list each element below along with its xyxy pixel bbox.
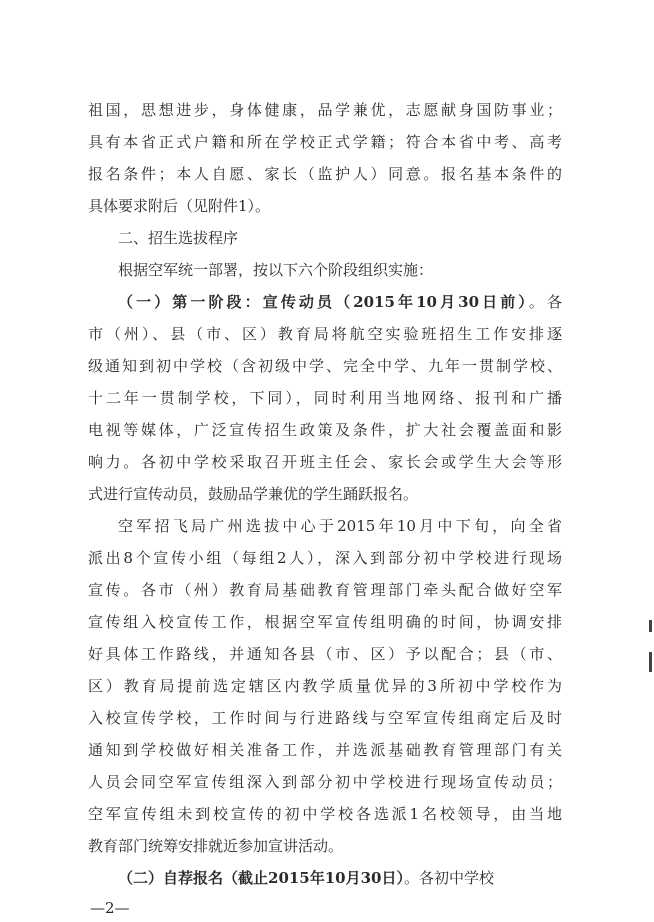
paragraph-line: 市（州）、县（市、区）教育局将航空实验班招生工作安排逐 xyxy=(88,325,562,343)
paragraph-line: 人员会同空军宣传组深入到部分初中学校进行现场宣传动员； xyxy=(88,773,562,791)
stage1-first-line xyxy=(118,292,562,312)
intro-paragraph: 根据空军统一部署，按以下六个阶段组织实施： xyxy=(118,261,434,279)
paragraph-line: 十二年一贯制学校，下同），同时利用当地网络、报刊和广播 xyxy=(88,389,562,407)
scan-edge-mark xyxy=(649,652,652,672)
paragraph-line: 具有本省正式户籍和所在学校正式学籍；符合本省中考、高考 xyxy=(88,133,562,151)
paragraph-line: 教育部门统筹安排就近参加宣讲活动。 xyxy=(88,837,344,855)
paragraph-line: 电视等媒体，广泛宣传招生政策及条件，扩大社会覆盖面和影 xyxy=(88,421,562,439)
paragraph-line: 区）教育局提前选定辖区内教学质量优异的3所初中学校作为 xyxy=(88,677,562,695)
stage2-title-tail: 。各初中学校 xyxy=(404,869,495,887)
paragraph-line: 级通知到初中学校（含初级中学、完全中学、九年一贯制学校、 xyxy=(88,357,562,375)
paragraph-line: 祖国，思想进步，身体健康，品学兼优，志愿献身国防事业； xyxy=(88,101,562,119)
paragraph-line: 通知到学校做好相关准备工作，并选派基础教育管理部门有关 xyxy=(88,741,562,759)
section-heading: 二、招生选拔程序 xyxy=(118,229,239,247)
paragraph-line: 好具体工作路线，并通知各县（市、区）予以配合；县（市、 xyxy=(88,645,562,663)
paragraph-line: 宣传。各市（州）教育局基础教育管理部门牵头配合做好空军 xyxy=(88,581,562,599)
paragraph-line: 入校宣传学校，工作时间与行进路线与空军宣传组商定后及时 xyxy=(88,709,562,727)
paragraph-line: 派出8个宣传小组（每组2人），深入到部分初中学校进行现场 xyxy=(88,549,562,567)
page-number: —2— xyxy=(90,899,130,917)
stage1-title-tail: 。各 xyxy=(528,293,562,311)
stage2-line xyxy=(118,868,562,888)
stage2-title: （二）自荐报名（截止2015年10月30日） xyxy=(118,869,404,887)
stage1-title: （一）第一阶段：宣传动员（2015年10月30日前） xyxy=(118,293,529,311)
paragraph-line: 空军招飞局广州选拔中心于2015年10月中下旬，向全省 xyxy=(118,517,562,535)
paragraph-line: 式进行宣传动员，鼓励品学兼优的学生踊跃报名。 xyxy=(88,485,419,503)
scan-edge-mark xyxy=(649,620,652,632)
paragraph-line: 具体要求附后（见附件1）。 xyxy=(88,197,271,215)
paragraph-line: 空军宣传组未到校宣传的初中学校各选派1名校领导，由当地 xyxy=(88,805,562,823)
paragraph-line: 响力。各初中学校采取召开班主任会、家长会或学生大会等形 xyxy=(88,453,562,471)
paragraph-line: 报名条件；本人自愿、家长（监护人）同意。报名基本条件的 xyxy=(88,165,562,183)
paragraph-line: 宣传组入校宣传工作，根据空军宣传组明确的时间，协调安排 xyxy=(88,613,562,631)
